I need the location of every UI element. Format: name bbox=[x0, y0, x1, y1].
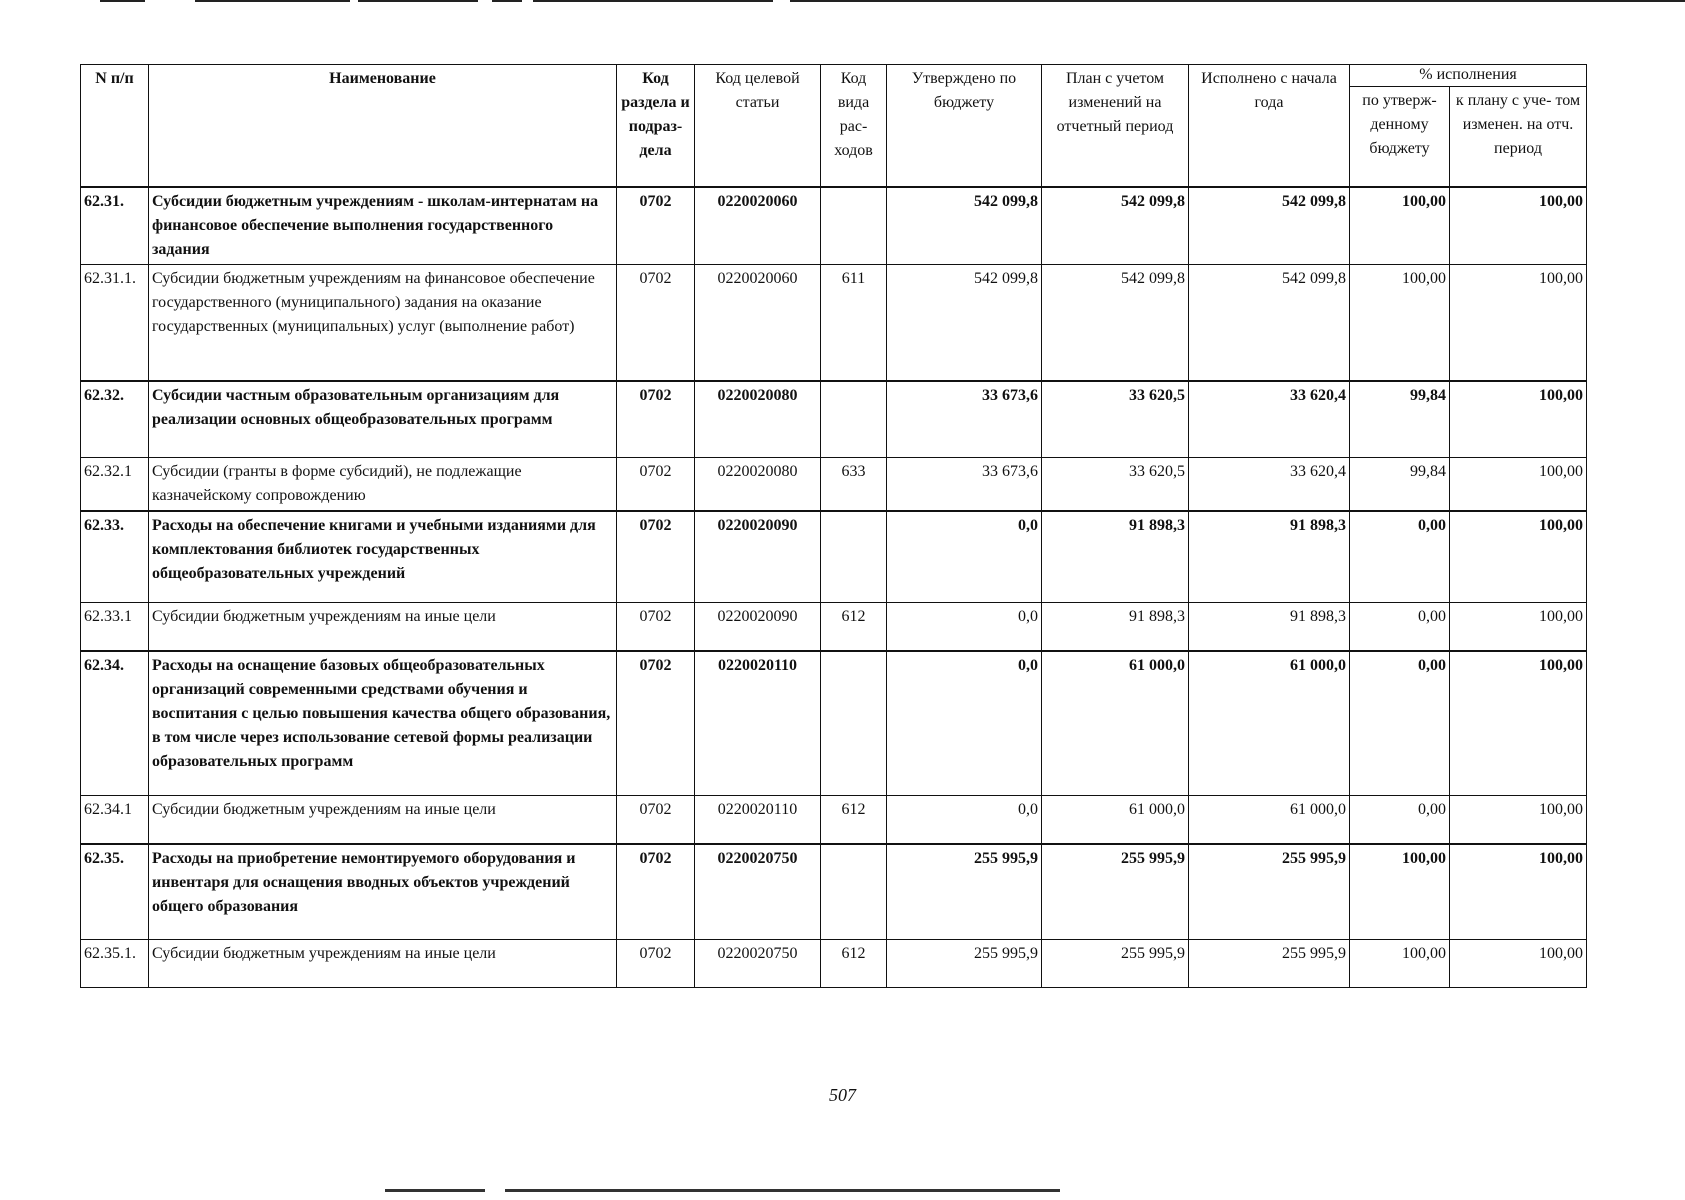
row-celevoy: 0220020080 bbox=[695, 381, 821, 457]
row-pct-utv: 0,00 bbox=[1350, 603, 1450, 651]
row-utv: 0,0 bbox=[887, 511, 1042, 603]
row-razdel: 0702 bbox=[617, 844, 695, 940]
scan-mark bbox=[358, 0, 478, 2]
scan-mark bbox=[492, 0, 522, 2]
row-celevoy: 0220020750 bbox=[695, 940, 821, 988]
row-isp: 255 995,9 bbox=[1189, 940, 1350, 988]
row-pct-plan: 100,00 bbox=[1450, 844, 1587, 940]
row-celevoy: 0220020060 bbox=[695, 264, 821, 381]
row-isp: 33 620,4 bbox=[1189, 381, 1350, 457]
row-utv: 255 995,9 bbox=[887, 940, 1042, 988]
row-vid: 611 bbox=[821, 264, 887, 381]
row-isp: 61 000,0 bbox=[1189, 796, 1350, 844]
row-pct-plan: 100,00 bbox=[1450, 940, 1587, 988]
row-name: Субсидии бюджетным учреждениям на финансовое обеспечение государственного (муниципального) задания на оказание государственных (муниципальных) услуг (выполнение работ) bbox=[149, 264, 617, 381]
row-utv: 0,0 bbox=[887, 796, 1042, 844]
row-plan: 33 620,5 bbox=[1042, 381, 1189, 457]
table-row bbox=[81, 264, 1587, 381]
row-vid: 612 bbox=[821, 940, 887, 988]
row-number: 62.32. bbox=[81, 381, 149, 457]
table-row bbox=[81, 796, 1587, 844]
row-isp: 542 099,8 bbox=[1189, 264, 1350, 381]
table-row bbox=[81, 511, 1587, 603]
row-plan: 61 000,0 bbox=[1042, 651, 1189, 796]
row-pct-plan: 100,00 bbox=[1450, 651, 1587, 796]
row-number: 62.35. bbox=[81, 844, 149, 940]
table-row bbox=[81, 187, 1587, 265]
row-celevoy: 0220020750 bbox=[695, 844, 821, 940]
row-razdel: 0702 bbox=[617, 187, 695, 265]
table-row bbox=[81, 844, 1587, 940]
row-name: Субсидии (гранты в форме субсидий), не подлежащие казначейскому сопровождению bbox=[149, 457, 617, 511]
row-celevoy: 0220020110 bbox=[695, 796, 821, 844]
header-pct-plan: к плану с уче- том изменен. на отч. период bbox=[1450, 87, 1587, 187]
scan-mark bbox=[505, 1189, 1060, 1192]
row-pct-plan: 100,00 bbox=[1450, 796, 1587, 844]
row-utv: 542 099,8 bbox=[887, 187, 1042, 265]
row-razdel: 0702 bbox=[617, 651, 695, 796]
header-name: Наименование bbox=[149, 65, 617, 187]
row-utv: 0,0 bbox=[887, 651, 1042, 796]
row-number: 62.34.1 bbox=[81, 796, 149, 844]
row-vid bbox=[821, 511, 887, 603]
row-name: Расходы на оснащение базовых общеобразовательных организаций современными средствами обучения и воспитания с целью повышения качества общего образования, в том числе через использование сетевой формы реализации образовательных программ bbox=[149, 651, 617, 796]
row-plan: 542 099,8 bbox=[1042, 187, 1189, 265]
row-vid bbox=[821, 187, 887, 265]
row-razdel: 0702 bbox=[617, 381, 695, 457]
row-pct-utv: 100,00 bbox=[1350, 264, 1450, 381]
row-pct-plan: 100,00 bbox=[1450, 603, 1587, 651]
row-vid bbox=[821, 651, 887, 796]
header-plan: План с учетом изменений на отчетный период bbox=[1042, 65, 1189, 187]
row-number: 62.32.1 bbox=[81, 457, 149, 511]
row-name: Субсидии бюджетным учреждениям - школам-интернатам на финансовое обеспечение выполнения государственного задания bbox=[149, 187, 617, 265]
page-number: 507 bbox=[829, 1085, 856, 1105]
scan-mark bbox=[533, 0, 773, 2]
header-utv: Утверждено по бюджету bbox=[887, 65, 1042, 187]
row-name: Расходы на приобретение немонтируемого оборудования и инвентаря для оснащения вводных объектов учреждений общего образования bbox=[149, 844, 617, 940]
row-pct-utv: 100,00 bbox=[1350, 940, 1450, 988]
row-name: Субсидии бюджетным учреждениям на иные цели bbox=[149, 603, 617, 651]
row-isp: 91 898,3 bbox=[1189, 511, 1350, 603]
row-pct-plan: 100,00 bbox=[1450, 264, 1587, 381]
row-pct-plan: 100,00 bbox=[1450, 457, 1587, 511]
row-isp: 255 995,9 bbox=[1189, 844, 1350, 940]
row-utv: 33 673,6 bbox=[887, 381, 1042, 457]
scan-mark bbox=[195, 0, 350, 2]
row-razdel: 0702 bbox=[617, 940, 695, 988]
row-pct-plan: 100,00 bbox=[1450, 511, 1587, 603]
row-pct-utv: 0,00 bbox=[1350, 796, 1450, 844]
budget-execution-table bbox=[80, 64, 1587, 988]
row-isp: 33 620,4 bbox=[1189, 457, 1350, 511]
row-razdel: 0702 bbox=[617, 264, 695, 381]
row-number: 62.34. bbox=[81, 651, 149, 796]
row-celevoy: 0220020060 bbox=[695, 187, 821, 265]
row-number: 62.33. bbox=[81, 511, 149, 603]
row-razdel: 0702 bbox=[617, 511, 695, 603]
row-razdel: 0702 bbox=[617, 796, 695, 844]
row-utv: 0,0 bbox=[887, 603, 1042, 651]
row-pct-utv: 0,00 bbox=[1350, 511, 1450, 603]
row-vid bbox=[821, 844, 887, 940]
row-pct-utv: 99,84 bbox=[1350, 381, 1450, 457]
header-vid: Код вида рас- ходов bbox=[821, 65, 887, 187]
row-pct-utv: 99,84 bbox=[1350, 457, 1450, 511]
row-plan: 33 620,5 bbox=[1042, 457, 1189, 511]
header-pct-utv: по утверж- денному бюджету bbox=[1350, 87, 1450, 187]
row-name: Субсидии бюджетным учреждениям на иные цели bbox=[149, 796, 617, 844]
header-pct: % исполнения bbox=[1350, 65, 1587, 87]
row-pct-utv: 0,00 bbox=[1350, 651, 1450, 796]
row-pct-utv: 100,00 bbox=[1350, 187, 1450, 265]
row-utv: 255 995,9 bbox=[887, 844, 1042, 940]
scan-mark bbox=[100, 0, 145, 2]
row-plan: 91 898,3 bbox=[1042, 511, 1189, 603]
table-row bbox=[81, 603, 1587, 651]
row-isp: 542 099,8 bbox=[1189, 187, 1350, 265]
row-pct-plan: 100,00 bbox=[1450, 381, 1587, 457]
row-plan: 255 995,9 bbox=[1042, 940, 1189, 988]
row-plan: 255 995,9 bbox=[1042, 844, 1189, 940]
row-isp: 61 000,0 bbox=[1189, 651, 1350, 796]
row-name: Расходы на обеспечение книгами и учебными изданиями для комплектования библиотек государственных общеобразовательных учреждений bbox=[149, 511, 617, 603]
row-pct-utv: 100,00 bbox=[1350, 844, 1450, 940]
header-celevoy: Код целевой статьи bbox=[695, 65, 821, 187]
row-vid: 612 bbox=[821, 796, 887, 844]
row-celevoy: 0220020090 bbox=[695, 511, 821, 603]
table-row bbox=[81, 381, 1587, 457]
header-razdel: Код раздела и подраз- дела bbox=[617, 65, 695, 187]
row-number: 62.33.1 bbox=[81, 603, 149, 651]
row-number: 62.35.1. bbox=[81, 940, 149, 988]
header-num: N п/п bbox=[81, 65, 149, 187]
row-name: Субсидии бюджетным учреждениям на иные цели bbox=[149, 940, 617, 988]
table-row bbox=[81, 457, 1587, 511]
row-plan: 61 000,0 bbox=[1042, 796, 1189, 844]
row-celevoy: 0220020080 bbox=[695, 457, 821, 511]
row-utv: 33 673,6 bbox=[887, 457, 1042, 511]
row-razdel: 0702 bbox=[617, 457, 695, 511]
row-razdel: 0702 bbox=[617, 603, 695, 651]
row-plan: 542 099,8 bbox=[1042, 264, 1189, 381]
row-utv: 542 099,8 bbox=[887, 264, 1042, 381]
row-vid: 612 bbox=[821, 603, 887, 651]
row-celevoy: 0220020090 bbox=[695, 603, 821, 651]
scan-mark bbox=[790, 0, 1685, 2]
row-vid: 633 bbox=[821, 457, 887, 511]
row-plan: 91 898,3 bbox=[1042, 603, 1189, 651]
row-number: 62.31.1. bbox=[81, 264, 149, 381]
table-row bbox=[81, 940, 1587, 988]
row-name: Субсидии частным образовательным организациям для реализации основных общеобразовательных программ bbox=[149, 381, 617, 457]
scan-mark bbox=[385, 1189, 485, 1192]
table-row bbox=[81, 651, 1587, 796]
row-pct-plan: 100,00 bbox=[1450, 187, 1587, 265]
header-isp: Исполнено с начала года bbox=[1189, 65, 1350, 187]
row-number: 62.31. bbox=[81, 187, 149, 265]
row-celevoy: 0220020110 bbox=[695, 651, 821, 796]
row-vid bbox=[821, 381, 887, 457]
row-isp: 91 898,3 bbox=[1189, 603, 1350, 651]
